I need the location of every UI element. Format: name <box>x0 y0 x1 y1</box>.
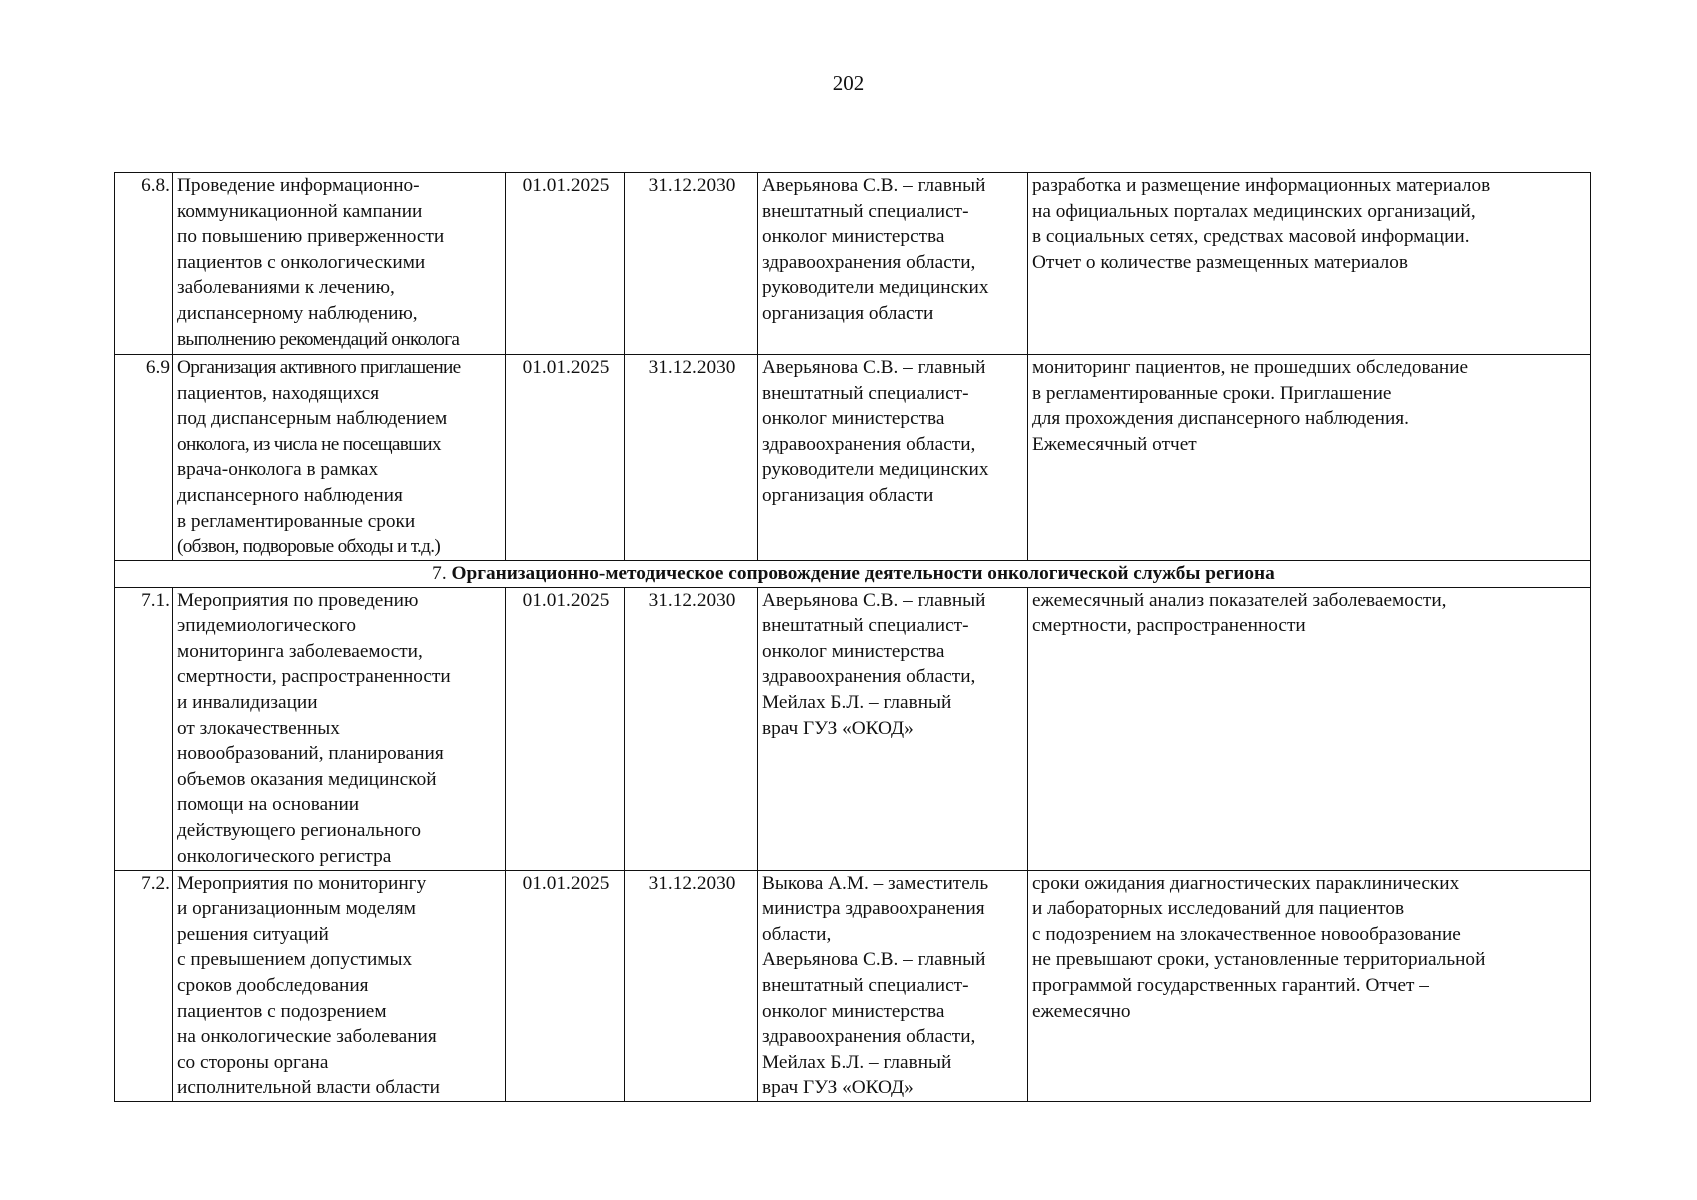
activity-text: Проведение информационно- коммуникационной кампании по повышению приверженности пациентов с онкологическими заболеваниями к лечению, диспансерному наблюдению, <box>177 175 445 324</box>
result-cell: ежемесячный анализ показателей заболеваемости, смертности, распространенности <box>1028 587 1591 870</box>
start-date: 01.01.2025 <box>506 355 625 561</box>
end-date: 31.12.2030 <box>625 173 758 355</box>
result-cell: мониторинг пациентов, не прошедших обследование в регламентированные сроки. Приглашение для прохождения диспансерного наблюдения. Ежемесячный отчет <box>1028 355 1591 561</box>
result-cell: сроки ожидания диагностических параклинических и лабораторных исследований для пациентов с подозрением на злокачественное новообразование не превышают сроки, установленные территориальной программой государственных гарантий. Отчет – ежемесячно <box>1028 870 1591 1101</box>
section-heading <box>115 561 1591 588</box>
start-date: 01.01.2025 <box>506 870 625 1101</box>
start-date: 01.01.2025 <box>506 173 625 355</box>
row-number: 6.8. <box>115 173 173 355</box>
responsible-cell: Аверьянова С.В. – главный внештатный специалист- онколог министерства здравоохранения области, Мейлах Б.Л. – главный врач ГУЗ «ОКОД» <box>758 587 1028 870</box>
table-row <box>115 355 1591 561</box>
table-row <box>115 587 1591 870</box>
action-plan-table <box>114 172 1591 1102</box>
end-date: 31.12.2030 <box>625 355 758 561</box>
activity-cell: Мероприятия по мониторингу и организационным моделям решения ситуаций с превышением допустимых сроков дообследования пациентов с подозрением на онкологические заболевания со стороны органа исполнительной власти области <box>173 870 506 1101</box>
end-date: 31.12.2030 <box>625 870 758 1101</box>
end-date: 31.12.2030 <box>625 587 758 870</box>
row-number: 6.9 <box>115 355 173 561</box>
activity-cell <box>173 355 506 561</box>
activity-text-last-line: выполнению рекомендаций онколога <box>177 328 460 350</box>
activity-text-last-line: (обзвон, подворовые обходы и т.д.) <box>177 536 441 558</box>
section-number: 7. <box>432 563 447 584</box>
start-date: 01.01.2025 <box>506 587 625 870</box>
responsible-cell: Аверьянова С.В. – главный внештатный специалист- онколог министерства здравоохранения области, руководители медицинских организация области <box>758 173 1028 355</box>
section-title: Организационно-методическое сопровождение деятельности онкологической службы региона <box>451 563 1275 584</box>
activity-text-line: онколога, из числа не посещавших <box>177 433 441 455</box>
activity-cell: Мероприятия по проведению эпидемиологического мониторинга заболеваемости, смертности, распространенности и инвалидизации от злокачественных новообразований, планирования объемов оказания медицинской помощи на основании действующего регионального онкологического регистра <box>173 587 506 870</box>
table-row <box>115 173 1591 355</box>
row-number: 7.2. <box>115 870 173 1101</box>
row-number: 7.1. <box>115 587 173 870</box>
activity-text-first-line: Организация активного приглашение <box>177 357 461 378</box>
page-number: 202 <box>832 71 865 95</box>
activity-cell <box>173 173 506 355</box>
responsible-cell: Выкова А.М. – заместитель министра здравоохранения области, Аверьянова С.В. – главный внештатный специалист- онколог министерства здравоохранения области, Мейлах Б.Л. – главный врач ГУЗ «ОКОД» <box>758 870 1028 1101</box>
section-header-row <box>115 561 1591 588</box>
responsible-cell: Аверьянова С.В. – главный внештатный специалист- онколог министерства здравоохранения области, руководители медицинских организация области <box>758 355 1028 561</box>
activity-text: пациентов, находящихся под диспансерным наблюдением <box>177 382 448 430</box>
result-cell: разработка и размещение информационных материалов на официальных порталах медицинских организаций, в социальных сетях, средствах масовой информации. Отчет о количестве размещенных материалов <box>1028 173 1591 355</box>
table-row <box>115 870 1591 1101</box>
activity-text-rest: врача-онколога в рамках диспансерного наблюдения в регламентированные сроки <box>177 459 416 532</box>
